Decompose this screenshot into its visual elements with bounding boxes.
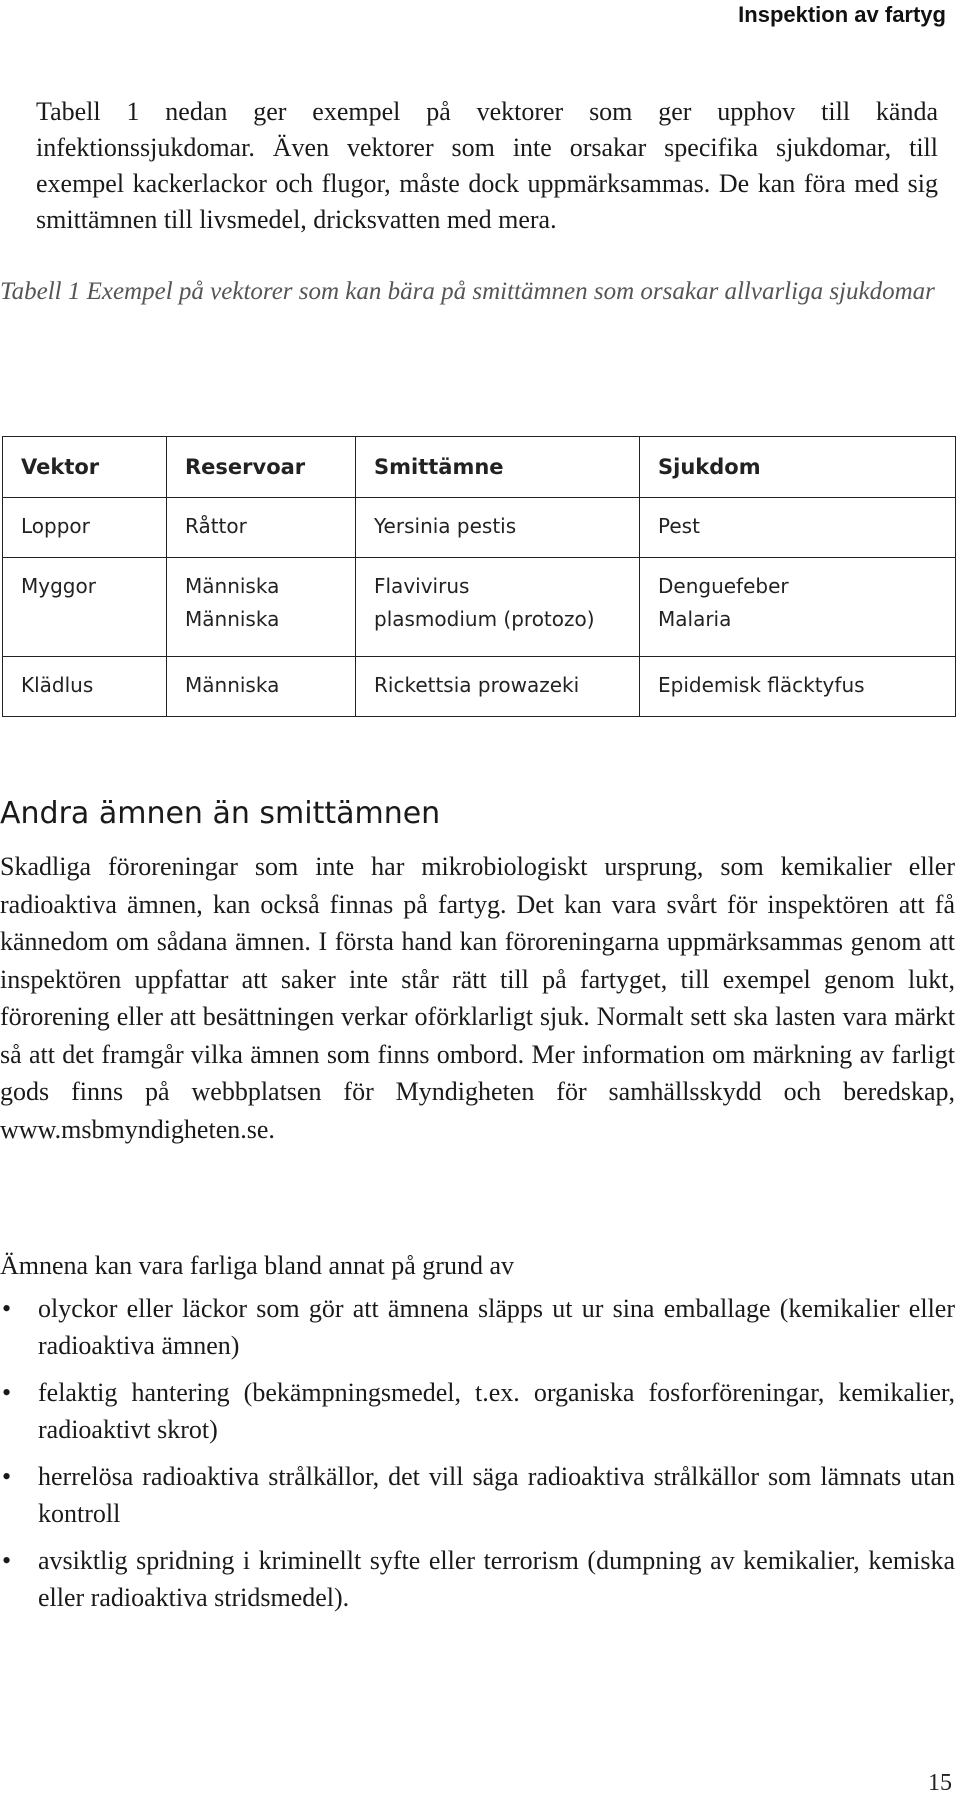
list-item [0,1290,955,1364]
column-header-vektor: Vektor [3,437,167,498]
column-header-reservoar: Reservoar [167,437,356,498]
section-heading: Andra ämnen än smittämnen [0,796,441,831]
list-item-text: herrelösa radioaktiva strålkällor, det vill säga radioaktiva strålkällor som lämnats utan kontroll [38,1462,955,1528]
section-paragraph: Skadliga föroreningar som inte har mikrobiologiskt ursprung, som kemikalier eller radioaktiva ämnen, kan också finnas på fartyg. Det kan vara svårt för inspektören att få kännedom om sådana ämnen. I första hand kan föroreningarna uppmärksammas genom att inspektören uppfattar att saker inte står rätt till på fartyget, till exempel genom lukt, förorening eller att besättningen verkar oförklarligt sjuk. Normalt sett ska lasten vara märkt så att det framgår vilka ämnen som finns ombord. Mer information om märkning av farligt gods finns på webbplatsen för Myndigheten för samhällsskydd och beredskap, www.msbmyndigheten.se. [0,852,955,1144]
cell-smittamne [356,498,640,558]
cell-line: Flavivirus [374,574,470,598]
cell-reservoar [167,657,356,717]
cell-line: Denguefeber [658,574,789,598]
cell-vektor: Klädlus [3,657,167,717]
cell-sjukdom [640,498,956,558]
cell-line: Yersinia pestis [374,514,517,538]
column-header-sjukdom: Sjukdom [640,437,956,498]
list-item [0,1374,955,1448]
list-item-text: felaktig hantering (bekämpningsmedel, t.ex. organiska fosforföreningar, kemikalier, radioaktivt skrot) [38,1378,955,1444]
list-item-text: olyckor eller läckor som gör att ämnena släpps ut ur sina emballage (kemikalier eller radioaktiva ämnen) [38,1294,955,1360]
column-header-smittamne: Smittämne [356,437,640,498]
list-item-text: avsiktlig spridning i kriminellt syfte eller terrorism (dumpning av kemikalier, kemiska eller radioaktiva stridsmedel). [38,1546,955,1612]
running-header: Inspektion av fartyg [738,2,946,27]
cell-line: Malaria [658,607,732,631]
table-caption: Tabell 1 Exempel på vektorer som kan bära på smittämnen som orsakar allvarliga sjukdomar [0,278,935,305]
cell-vektor: Loppor [3,498,167,558]
table-row [3,498,956,558]
bullet-list [0,1290,955,1626]
list-lead-in: Ämnena kan vara farliga bland annat på grund av [0,1251,515,1280]
cell-line: Pest [658,514,700,538]
cell-reservoar [167,558,356,657]
cell-line: Rickettsia prowazeki [374,673,580,697]
cell-sjukdom [640,657,956,717]
cell-line: Människa [185,673,280,697]
cell-reservoar [167,498,356,558]
intro-paragraph: Tabell 1 nedan ger exempel på vektorer som ger upphov till kända infektionssjukdomar. Även vektorer som inte orsakar specifika sjukdomar, till exempel kackerlackor och flugor, måste dock uppmärksammas. De kan föra med sig smittämnen till livsmedel, dricksvatten med mera. [36,97,938,234]
cell-smittamne [356,657,640,717]
bullet-icon: • [2,1546,12,1575]
cell-line: plasmodium (protozo) [374,607,595,631]
bullet-icon: • [2,1294,12,1323]
cell-line: Råttor [185,514,247,538]
vector-table [2,436,956,717]
bullet-icon: • [2,1378,12,1407]
table-header-row [3,437,956,498]
page-number: 15 [928,1770,952,1796]
cell-line: Människa [185,574,280,598]
table-row [3,558,956,657]
cell-sjukdom [640,558,956,657]
cell-smittamne [356,558,640,657]
bullet-icon: • [2,1462,12,1491]
list-item [0,1458,955,1532]
cell-vektor: Myggor [3,558,167,657]
list-item [0,1542,955,1616]
cell-line: Epidemisk fläcktyfus [658,673,865,697]
table-row [3,657,956,717]
cell-line: Människa [185,607,280,631]
